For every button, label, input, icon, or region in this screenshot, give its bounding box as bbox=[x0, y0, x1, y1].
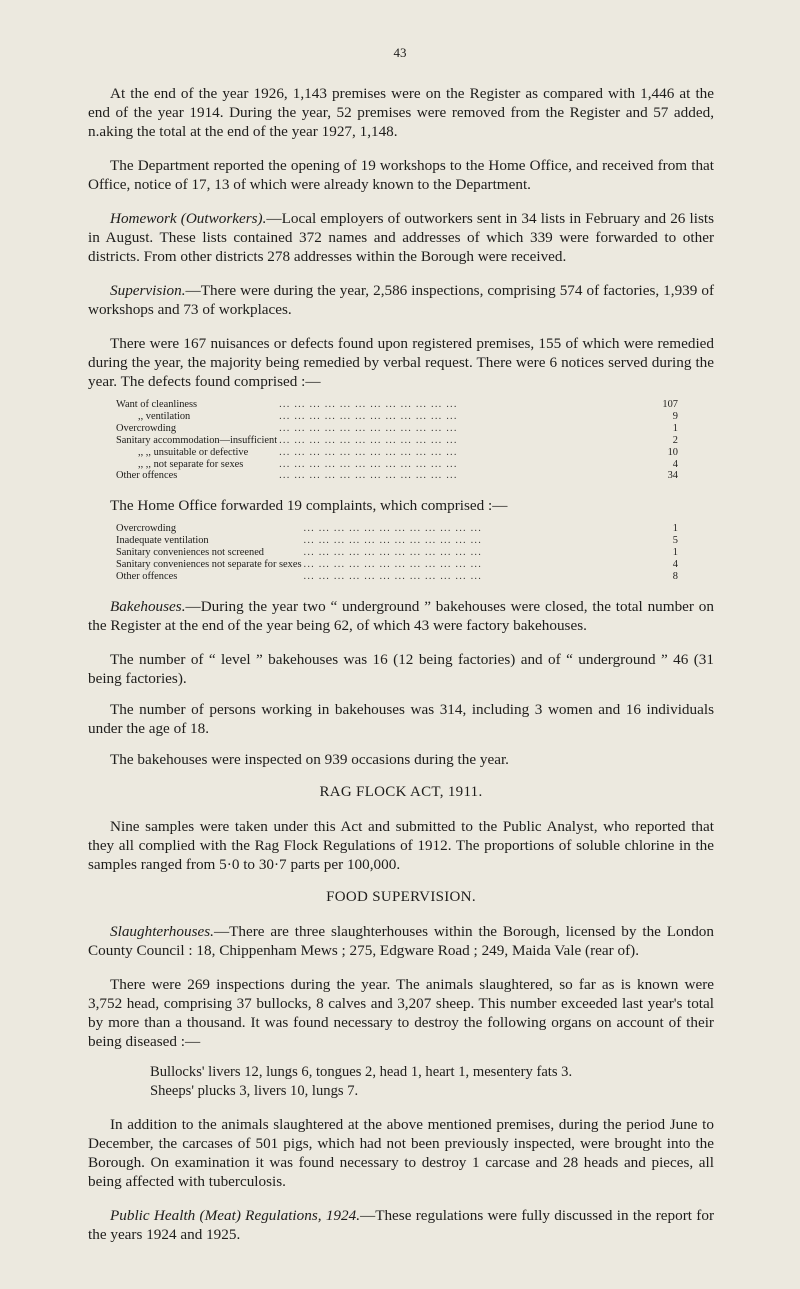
paragraph-rag-flock: Nine samples were taken under this Act and submitted to the Public Analyst, who reported that they all complied with the Rag Flock Regulations of 1912. The proportions of soluble chlorine in the samples ranged from 5·0 to 30·7 parts per 100,000. bbox=[88, 817, 714, 873]
supervision-heading: Supervision. bbox=[110, 282, 186, 299]
row-label: Other offences bbox=[116, 470, 178, 482]
leader-dots: ... ... ... ... ... ... ... ... ... ... ... ... bbox=[279, 470, 458, 482]
table-row bbox=[116, 459, 678, 471]
row-label: Sanitary conveniences not separate for sexes bbox=[116, 559, 302, 571]
homework-text: —Local employers of outworkers sent in 34 lists in February and 26 lists in August. These lists contained 372 names and addresses of which 339 were forwarded to other districts. From other districts 278 addresses within the Borough were received. bbox=[88, 210, 715, 265]
paragraph-pigs-carcases: In addition to the animals slaughtered at the above mentioned premises, during the period June to December, the carcases of 501 pigs, which had not been previously inspected, were brought into the Borough. On examination it was found necessary to destroy 1 carcase and 28 heads and pieces, all being affected with tuberculosis. bbox=[88, 1115, 714, 1190]
bullocks-organs: Bullocks' livers 12, lungs 6, tongues 2, head 1, heart 1, mesentery fats 3. bbox=[150, 1063, 573, 1080]
bakehouses-heading: Bakehouses. bbox=[110, 597, 186, 615]
table-row bbox=[116, 535, 678, 547]
table-row bbox=[116, 523, 678, 535]
row-value: 5 bbox=[672, 535, 678, 547]
leader-dots: ... ... ... ... ... ... ... ... ... ... ... ... bbox=[303, 535, 483, 547]
row-value: 8 bbox=[672, 570, 678, 582]
leader-dots: ... ... ... ... ... ... ... ... ... ... ... ... bbox=[279, 422, 458, 434]
slaughterhouses-text: —There are three slaughterhouses within the Borough, licensed by the London County Council : 18, Chippenham Mews ; 275, Edgware Road ; 249, Maida Vale (rear of). bbox=[88, 922, 714, 959]
paragraph-supervision bbox=[88, 281, 714, 319]
paragraph-bakehouse-workers: The number of persons working in bakehouses was 314, including 3 women and 16 individuals under the age of 18. bbox=[88, 700, 714, 737]
row-label: Inadequate ventilation bbox=[116, 535, 209, 547]
row-value: 1 bbox=[672, 523, 678, 535]
heading-food-supervision: FOOD SUPERVISION. bbox=[326, 888, 476, 905]
complaints-table bbox=[116, 523, 678, 583]
leader-dots: ... ... ... ... ... ... ... ... ... ... ... ... bbox=[303, 547, 483, 559]
row-label: Overcrowding bbox=[116, 422, 177, 434]
body-text bbox=[88, 84, 714, 1259]
table-row bbox=[116, 470, 678, 482]
row-value: 4 bbox=[672, 458, 678, 470]
table-row bbox=[116, 399, 678, 411]
paragraph-register: At the end of the year 1926, 1,143 premises were on the Register as compared with 1,446 at the end of the year 1914. During the year, 52 premises were removed from the Register and 57 added, n.aking the total at the end of the year 1927, 1,148. bbox=[88, 85, 714, 140]
table-row bbox=[116, 435, 678, 447]
table-row bbox=[116, 423, 678, 435]
paragraph-bakehouse-inspections: The bakehouses were inspected on 939 occasions during the year. bbox=[110, 750, 509, 768]
meat-regulations-text: —These regulations were fully discussed in the report for the years 1924 and 1925. bbox=[88, 1206, 715, 1243]
row-value: 34 bbox=[667, 470, 678, 482]
paragraph-workshops: The Department reported the opening of 19 workshops to the Home Office, and received from that Office, notice of 17, 13 of which were already known to the Department. bbox=[88, 157, 714, 193]
row-label: Sanitary accommodation—insufficient bbox=[116, 434, 278, 446]
page-number: 43 bbox=[393, 45, 407, 60]
sheeps-organs: Sheeps' plucks 3, livers 10, lungs 7. bbox=[150, 1082, 359, 1099]
row-value: 9 bbox=[672, 410, 678, 422]
row-value: 2 bbox=[672, 434, 678, 446]
leader-dots: ... ... ... ... ... ... ... ... ... ... ... ... bbox=[303, 523, 483, 535]
leader-dots: ... ... ... ... ... ... ... ... ... ... ... ... bbox=[279, 458, 458, 470]
paragraph-level-bakehouses: The number of “ level ” bakehouses was 16 (12 being factories) and of “ underground ” 46 (31 being factories). bbox=[88, 650, 714, 687]
leader-dots: ... ... ... ... ... ... ... ... ... ... ... ... bbox=[279, 410, 458, 422]
paragraph-slaughterhouses bbox=[88, 922, 714, 960]
paragraph-slaughter-inspections: There were 269 inspections during the year. The animals slaughtered, so far as is known were 3,752 head, comprising 37 bullocks, 8 calves and 3,207 sheep. This number exceeded last year's total by more than a thousand. It was found necessary to destroy the following organs on account of their being diseased :— bbox=[88, 975, 714, 1050]
row-label: Overcrowding bbox=[116, 523, 177, 535]
bakehouses-text: —During the year two “ underground ” bakehouses were closed, the total number on the Register at the end of the year being 62, of which 43 were factory bakehouses. bbox=[88, 597, 714, 634]
diseased-organs-list bbox=[150, 1063, 714, 1101]
row-label: Want of cleanliness bbox=[116, 399, 198, 410]
row-value: 4 bbox=[672, 559, 678, 571]
homework-heading: Homework (Outworkers). bbox=[110, 210, 267, 227]
row-value: 1 bbox=[672, 422, 678, 434]
meat-regulations-heading: Public Health (Meat) Regulations, 1924. bbox=[110, 1206, 360, 1224]
table-row bbox=[116, 559, 678, 571]
paragraph-complaints: The Home Office forwarded 19 complaints, which comprised :— bbox=[110, 497, 508, 515]
row-label: Sanitary conveniences not screened bbox=[116, 547, 265, 559]
paragraph-bakehouses bbox=[88, 597, 714, 635]
slaughterhouses-heading: Slaughterhouses. bbox=[110, 922, 214, 940]
leader-dots: ... ... ... ... ... ... ... ... ... ... ... ... bbox=[303, 570, 483, 582]
supervision-text: —There were during the year, 2,586 inspections, comprising 574 of factories, 1,939 of workshops and 73 of workplaces. bbox=[88, 282, 714, 318]
table-row bbox=[116, 571, 678, 583]
row-label: ,, ,, not separate for sexes bbox=[138, 458, 244, 470]
paragraph-meat-regulations bbox=[88, 1206, 714, 1244]
leader-dots: ... ... ... ... ... ... ... ... ... ... ... ... bbox=[279, 434, 458, 446]
row-value: 107 bbox=[662, 399, 678, 410]
heading-rag-flock-act: RAG FLOCK ACT, 1911. bbox=[319, 783, 483, 800]
leader-dots: ... ... ... ... ... ... ... ... ... ... ... ... bbox=[279, 446, 458, 458]
defects-table bbox=[116, 399, 678, 482]
table-row bbox=[116, 447, 678, 459]
table-row bbox=[116, 411, 678, 423]
row-label: ,, ,, unsuitable or defective bbox=[138, 446, 249, 458]
row-label: Other offences bbox=[116, 570, 178, 582]
paragraph-homework bbox=[88, 209, 714, 266]
leader-dots: ... ... ... ... ... ... ... ... ... ... ... ... bbox=[303, 559, 483, 571]
row-value: 10 bbox=[667, 446, 678, 458]
row-label: ,, ventilation bbox=[138, 410, 191, 422]
row-value: 1 bbox=[672, 547, 678, 559]
table-row bbox=[116, 547, 678, 559]
leader-dots: ... ... ... ... ... ... ... ... ... ... ... ... bbox=[279, 399, 458, 410]
paragraph-nuisances: There were 167 nuisances or defects found upon registered premises, 155 of which were remedied during the year, the majority being remedied by verbal request. There were 6 notices served during the year. The defects found comprised :— bbox=[88, 335, 714, 390]
